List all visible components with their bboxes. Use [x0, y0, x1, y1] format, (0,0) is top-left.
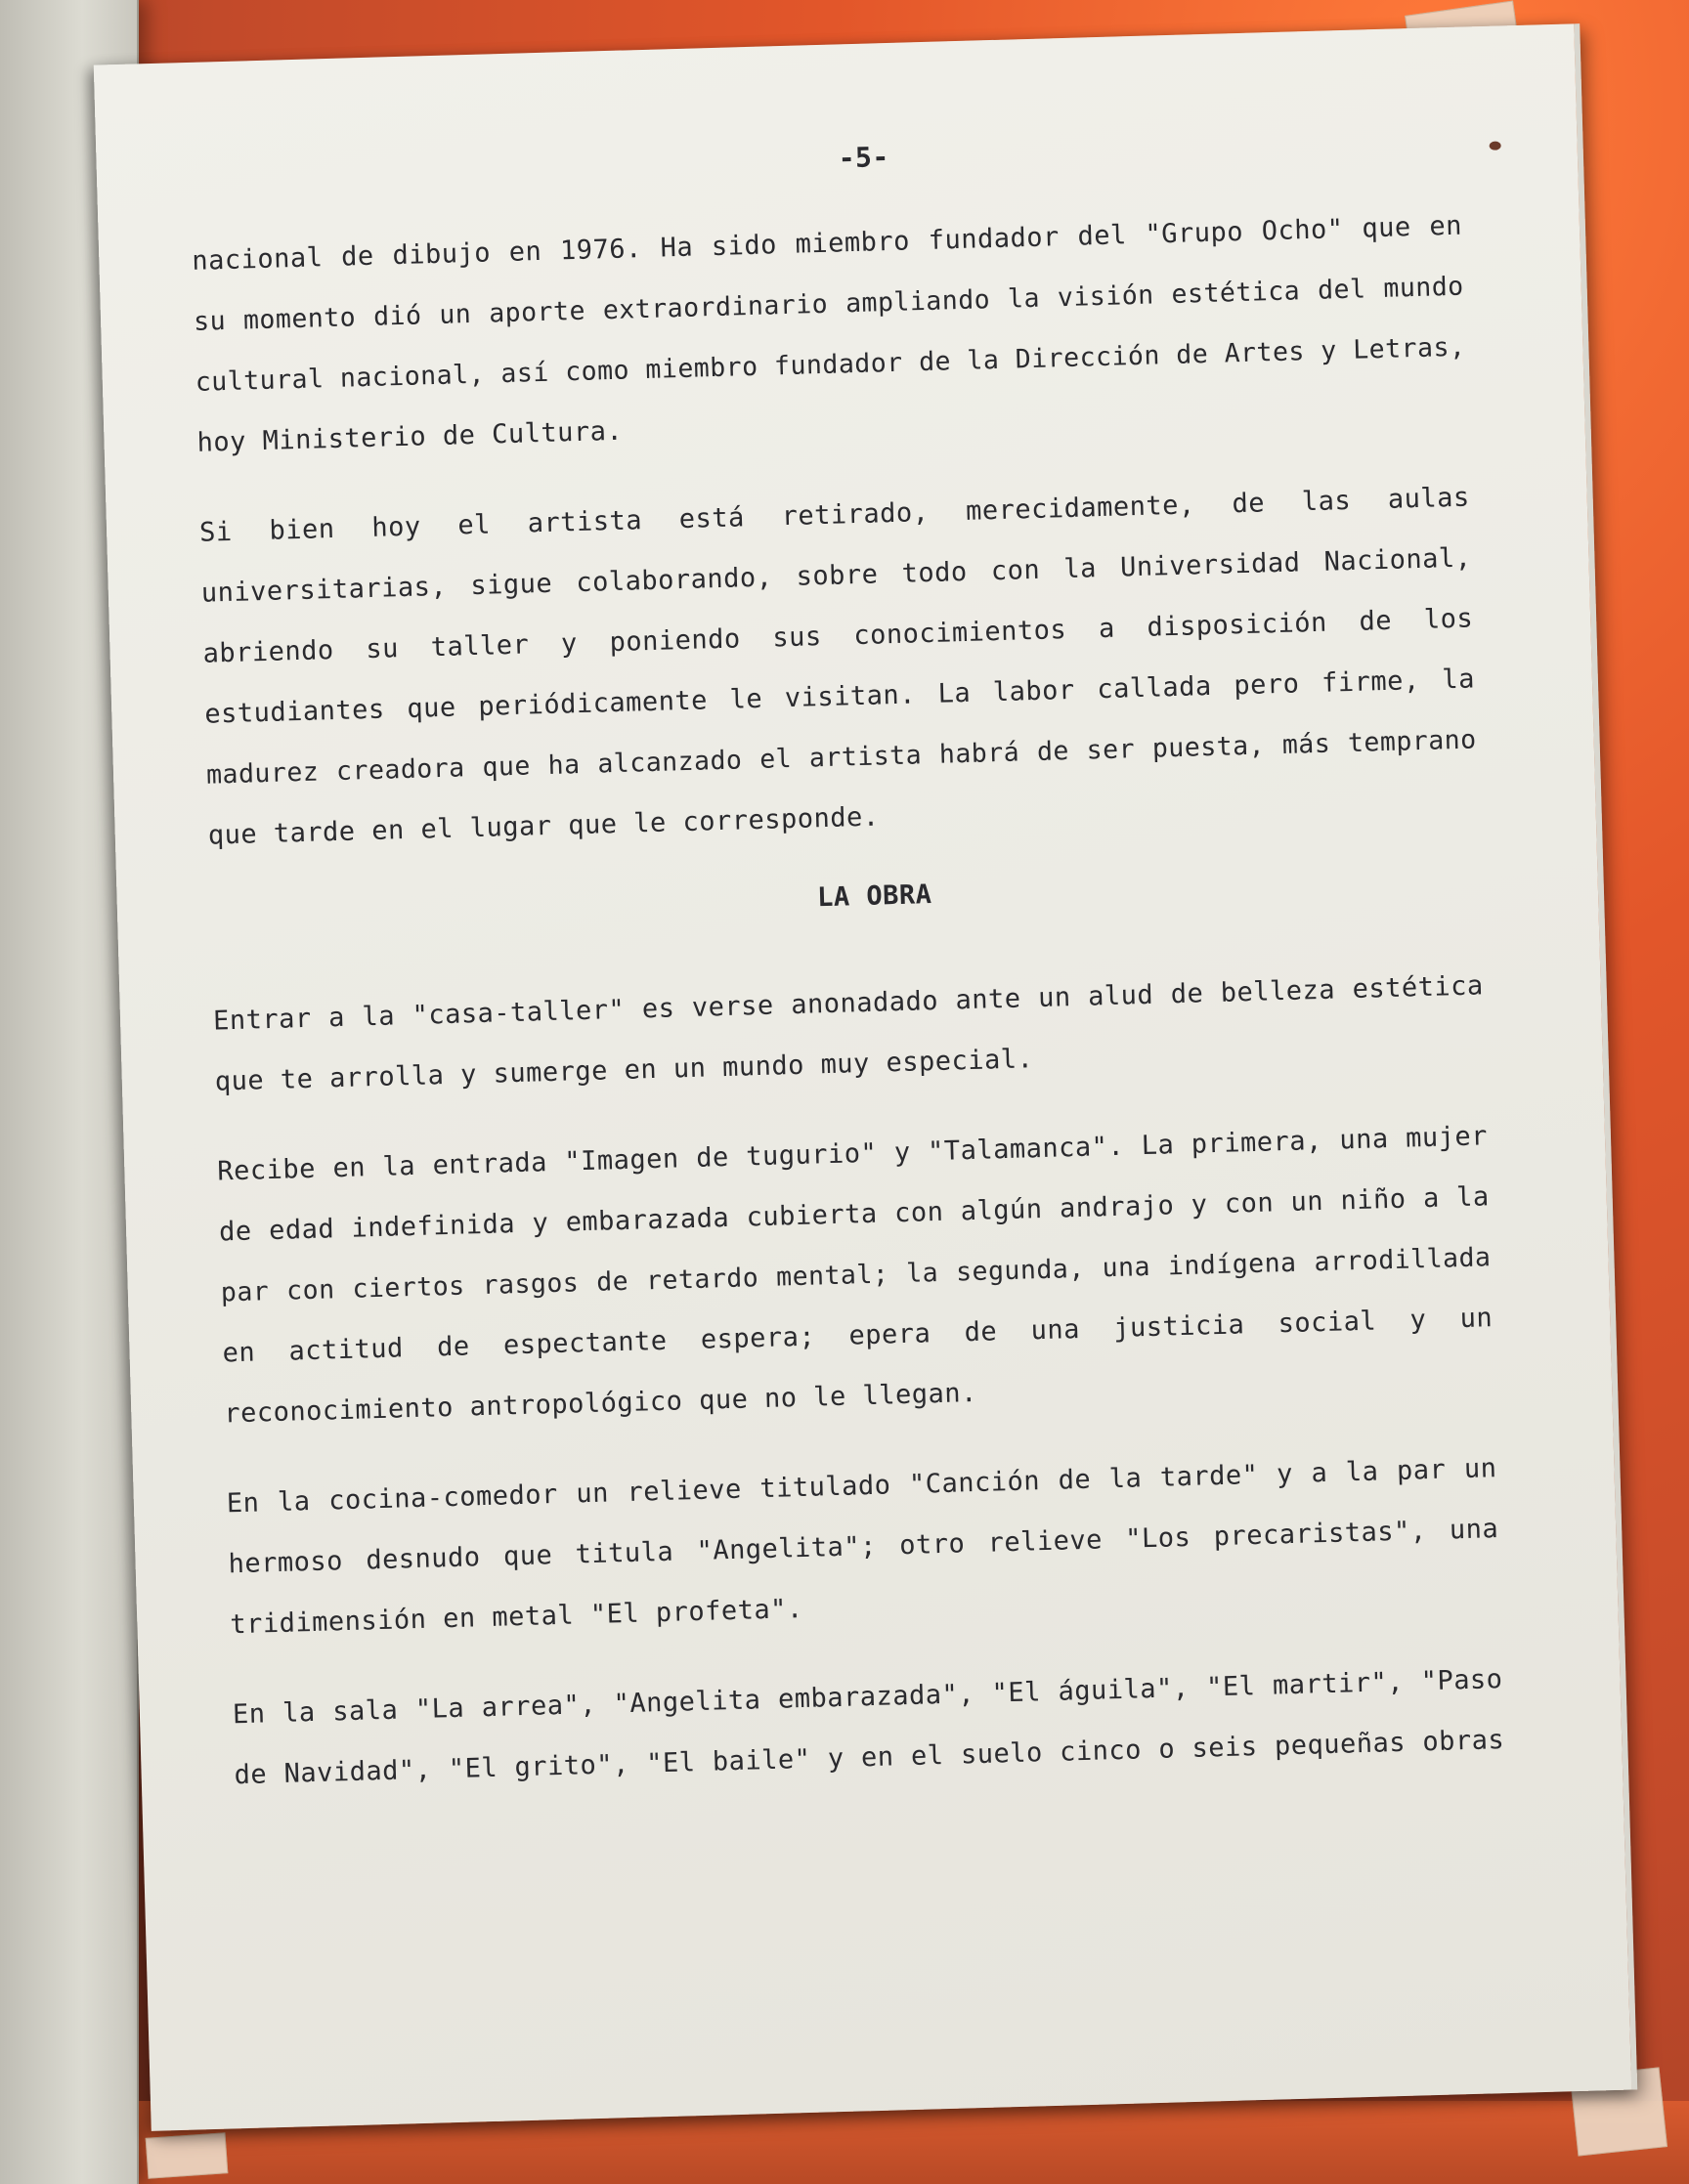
text-line: de edad indefinida y embarazada cubierta con algún andrajo y con un niño a la [218, 1181, 1491, 1248]
text-line: En la sala "La arrea", "Angelita embarazada", "El águila", "El martir", "Paso [232, 1664, 1503, 1731]
text-line: Entrar a la "casa-taller" es verse anonadado ante un alud de belleza estética [212, 970, 1485, 1037]
tape-strip-bottom-left [146, 2132, 229, 2179]
text-line: Recibe en la entrada "Imagen de tugurio" y "Talamanca". La primera, una mujer [217, 1121, 1489, 1187]
text-line: estudiantes que periódicamente le visitan. La labor callada pero firme, la [203, 664, 1476, 730]
text-line: abriendo su taller y poniendo sus conocimientos a disposición de los [202, 603, 1474, 669]
text-line: su momento dió un aporte extraordinario ampliando la visión estética del mundo [193, 271, 1465, 337]
text-line: reconocimiento antropológico que no le llegan. [223, 1377, 978, 1430]
ink-spot [1490, 141, 1501, 150]
typewritten-page [94, 23, 1637, 2131]
text-line: tridimensión en metal "El profeta". [229, 1594, 804, 1641]
section-title: LA OBRA [816, 879, 932, 914]
paragraph-living-room-works [232, 1649, 1505, 1806]
text-line: hermoso desnudo que titula "Angelita"; otro relieve "Los precaristas", una [228, 1514, 1499, 1580]
text-line: cultural nacional, así como miembro fundador de la Dirección de Artes y Letras, [195, 331, 1466, 398]
paragraph-retirement [198, 468, 1479, 867]
text-line: en actitud de espectante espera; epera de una justicia social y un [222, 1303, 1494, 1369]
text-line: de Navidad", "El grito", "El baile" y en el suelo cinco o seis pequeñas obras [234, 1725, 1505, 1791]
page-content [190, 125, 1506, 1836]
text-line: que te arrolla y sumerge en un mundo muy especial. [214, 1044, 1034, 1097]
text-line: nacional de dibujo en 1976. Ha sido miembro fundador del "Grupo Ocho" que en [191, 210, 1463, 277]
paragraph-biography [192, 196, 1468, 474]
text-line: que tarde en el lugar que le corresponde. [207, 801, 880, 851]
text-line: universitarias, sigue colaborando, sobre todo con la Universidad Nacional, [200, 542, 1472, 609]
text-line: madurez creadora que ha alcanzado el artista habrá de ser puesta, más temprano [205, 724, 1478, 791]
paragraph-kitchen-works [226, 1438, 1501, 1655]
text-line: En la cocina-comedor un relieve titulado "Canción de la tarde" y a la par un [226, 1453, 1497, 1520]
text-line: hoy Ministerio de Cultura. [196, 415, 624, 458]
page-number: -5- [838, 140, 890, 175]
text-line: par con ciertos rasgos de retardo mental; la segunda, una indígena arrodillada [220, 1242, 1492, 1308]
text-line: Si bien hoy el artista está retirado, merecidamente, de las aulas [198, 482, 1471, 548]
paragraph-entrance-works [217, 1106, 1495, 1444]
paragraph-casa-taller [212, 956, 1486, 1112]
